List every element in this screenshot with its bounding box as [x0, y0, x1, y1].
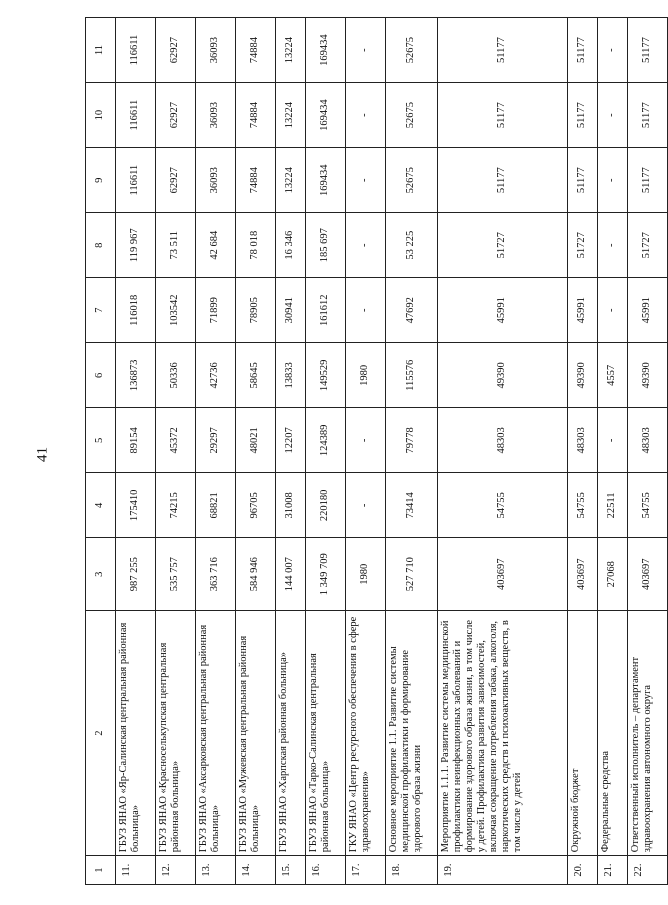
value-cell: 169434	[306, 148, 346, 213]
row-number: 13.	[196, 856, 236, 885]
value-cell: 45372	[156, 408, 196, 473]
value-cell: 116611	[116, 148, 156, 213]
table-row	[568, 18, 598, 885]
value-cell: 149529	[306, 343, 346, 408]
value-cell: 103542	[156, 278, 196, 343]
value-cell: 52675	[386, 18, 438, 83]
table-row	[306, 18, 346, 885]
value-cell: 71899	[196, 278, 236, 343]
value-cell: 58645	[236, 343, 276, 408]
value-cell: 22511	[598, 473, 628, 538]
value-cell: 74884	[236, 18, 276, 83]
value-cell: -	[346, 473, 386, 538]
column-header: 10	[86, 83, 116, 148]
value-cell: 185 697	[306, 213, 346, 278]
value-cell: 73414	[386, 473, 438, 538]
value-cell: 535 757	[156, 538, 196, 611]
row-number: 12.	[156, 856, 196, 885]
value-cell: 13224	[276, 83, 306, 148]
value-cell: 62927	[156, 18, 196, 83]
column-header: 4	[86, 473, 116, 538]
value-cell: 403697	[568, 538, 598, 611]
page-number: 41	[34, 447, 51, 462]
column-header: 2	[86, 610, 116, 855]
value-cell: 49390	[628, 343, 668, 408]
value-cell: -	[346, 278, 386, 343]
value-cell: 49390	[438, 343, 568, 408]
value-cell: 42736	[196, 343, 236, 408]
value-cell: 51177	[628, 18, 668, 83]
value-cell: 30941	[276, 278, 306, 343]
value-cell: 89154	[116, 408, 156, 473]
value-cell: 78905	[236, 278, 276, 343]
value-cell: 54755	[628, 473, 668, 538]
value-cell: 12207	[276, 408, 306, 473]
value-cell: 51177	[568, 18, 598, 83]
row-name: ГБУЗ ЯНАО «Тарко-Салинская центральная районная больница»	[306, 610, 346, 855]
value-cell: -	[346, 83, 386, 148]
value-cell: 220180	[306, 473, 346, 538]
value-cell: 50336	[156, 343, 196, 408]
value-cell: 73 511	[156, 213, 196, 278]
row-name: Ответственный исполнитель – департамент здравоохранения автономного округа	[628, 610, 668, 855]
row-name: ГБУЗ ЯНАО «Аксарковская центральная районная больница»	[196, 610, 236, 855]
value-cell: 987 255	[116, 538, 156, 611]
row-number: 17.	[346, 856, 386, 885]
value-cell: 48021	[236, 408, 276, 473]
value-cell: -	[598, 83, 628, 148]
row-number: 15.	[276, 856, 306, 885]
value-cell: 36093	[196, 83, 236, 148]
table-row	[276, 18, 306, 885]
row-name: ГКУ ЯНАО «Центр ресурсного обеспечения в сфере здравоохранения»	[346, 610, 386, 855]
value-cell: 51177	[438, 148, 568, 213]
value-cell: 363 716	[196, 538, 236, 611]
value-cell: 161612	[306, 278, 346, 343]
row-name: Мероприятие 1.1.1. Развитие системы медицинской профилактики неинфекционных заболеваний и формирование здорового образа жизни, в том числе у детей. Профилактика развития зависимостей, включая сокращение потребления табака, алкоголя, наркотических средств и психоактивных веществ, в том числе у детей	[438, 610, 568, 855]
value-cell: 45991	[628, 278, 668, 343]
row-number: 14.	[236, 856, 276, 885]
value-cell: 74884	[236, 148, 276, 213]
value-cell: -	[346, 213, 386, 278]
value-cell: 51727	[628, 213, 668, 278]
value-cell: 403697	[438, 538, 568, 611]
table-row	[346, 18, 386, 885]
table-row	[598, 18, 628, 885]
value-cell: -	[346, 148, 386, 213]
table-row	[386, 18, 438, 885]
value-cell: 96705	[236, 473, 276, 538]
value-cell: 31008	[276, 473, 306, 538]
row-number: 22.	[628, 856, 668, 885]
column-header: 1	[86, 856, 116, 885]
row-name: Федеральные средства	[598, 610, 628, 855]
value-cell: 403697	[628, 538, 668, 611]
value-cell: 115576	[386, 343, 438, 408]
column-header: 3	[86, 538, 116, 611]
value-cell: -	[598, 148, 628, 213]
table-header-row	[86, 18, 116, 885]
table-row	[156, 18, 196, 885]
column-header: 7	[86, 278, 116, 343]
value-cell: 74884	[236, 83, 276, 148]
value-cell: 16 346	[276, 213, 306, 278]
column-header: 8	[86, 213, 116, 278]
value-cell: 116018	[116, 278, 156, 343]
value-cell: 54755	[568, 473, 598, 538]
value-cell: 51177	[438, 83, 568, 148]
row-number: 16.	[306, 856, 346, 885]
row-number: 19.	[438, 856, 568, 885]
value-cell: 51177	[628, 83, 668, 148]
row-name: Основное мероприятие 1.1. Развитие системы медицинской профилактики и формирование здорового образа жизни	[386, 610, 438, 855]
value-cell: -	[346, 408, 386, 473]
value-cell: 62927	[156, 83, 196, 148]
row-name: ГБУЗ ЯНАО «Красноселькупская центральная районная больница»	[156, 610, 196, 855]
column-header: 11	[86, 18, 116, 83]
value-cell: -	[598, 213, 628, 278]
value-cell: 62927	[156, 148, 196, 213]
row-number: 21.	[598, 856, 628, 885]
value-cell: 36093	[196, 18, 236, 83]
row-number: 18.	[386, 856, 438, 885]
value-cell: 13833	[276, 343, 306, 408]
value-cell: 48303	[438, 408, 568, 473]
value-cell: 79778	[386, 408, 438, 473]
value-cell: 36093	[196, 148, 236, 213]
value-cell: -	[598, 278, 628, 343]
value-cell: -	[346, 18, 386, 83]
value-cell: 47692	[386, 278, 438, 343]
row-name: Окружной бюджет	[568, 610, 598, 855]
value-cell: 45991	[568, 278, 598, 343]
table-row	[196, 18, 236, 885]
value-cell: 51727	[438, 213, 568, 278]
value-cell: 116611	[116, 18, 156, 83]
budget-table	[85, 17, 668, 885]
row-name: ГБУЗ ЯНАО «Харпская районная больница»	[276, 610, 306, 855]
value-cell: 13224	[276, 148, 306, 213]
value-cell: 119 967	[116, 213, 156, 278]
value-cell: 527 710	[386, 538, 438, 611]
value-cell: 169434	[306, 18, 346, 83]
value-cell: 51177	[438, 18, 568, 83]
value-cell: 136873	[116, 343, 156, 408]
row-number: 20.	[568, 856, 598, 885]
value-cell: 53 225	[386, 213, 438, 278]
value-cell: 27068	[598, 538, 628, 611]
value-cell: 116611	[116, 83, 156, 148]
value-cell: 52675	[386, 83, 438, 148]
row-name: ГБУЗ ЯНАО «Мужевская центральная районная больница»	[236, 610, 276, 855]
value-cell: 74215	[156, 473, 196, 538]
value-cell: 1980	[346, 538, 386, 611]
column-header: 9	[86, 148, 116, 213]
value-cell: -	[598, 408, 628, 473]
value-cell: 52675	[386, 148, 438, 213]
table-row	[116, 18, 156, 885]
value-cell: 54755	[438, 473, 568, 538]
value-cell: 51177	[568, 83, 598, 148]
value-cell: 1980	[346, 343, 386, 408]
value-cell: 51727	[568, 213, 598, 278]
table-row	[236, 18, 276, 885]
value-cell: 48303	[568, 408, 598, 473]
value-cell: 4557	[598, 343, 628, 408]
value-cell: 13224	[276, 18, 306, 83]
value-cell: 42 684	[196, 213, 236, 278]
table-row	[628, 18, 668, 885]
value-cell: 175410	[116, 473, 156, 538]
budget-table-container	[85, 17, 654, 885]
value-cell: 124389	[306, 408, 346, 473]
table-row	[438, 18, 568, 885]
row-name: ГБУЗ ЯНАО «Яр-Салинская центральная районная больница»	[116, 610, 156, 855]
value-cell: 68821	[196, 473, 236, 538]
value-cell: 49390	[568, 343, 598, 408]
value-cell: 1 349 709	[306, 538, 346, 611]
value-cell: 169434	[306, 83, 346, 148]
value-cell: 51177	[628, 148, 668, 213]
column-header: 5	[86, 408, 116, 473]
value-cell: 584 946	[236, 538, 276, 611]
value-cell: 51177	[568, 148, 598, 213]
value-cell: 144 007	[276, 538, 306, 611]
row-number: 11.	[116, 856, 156, 885]
value-cell: -	[598, 18, 628, 83]
value-cell: 48303	[628, 408, 668, 473]
column-header: 6	[86, 343, 116, 408]
value-cell: 45991	[438, 278, 568, 343]
value-cell: 29297	[196, 408, 236, 473]
value-cell: 78 018	[236, 213, 276, 278]
